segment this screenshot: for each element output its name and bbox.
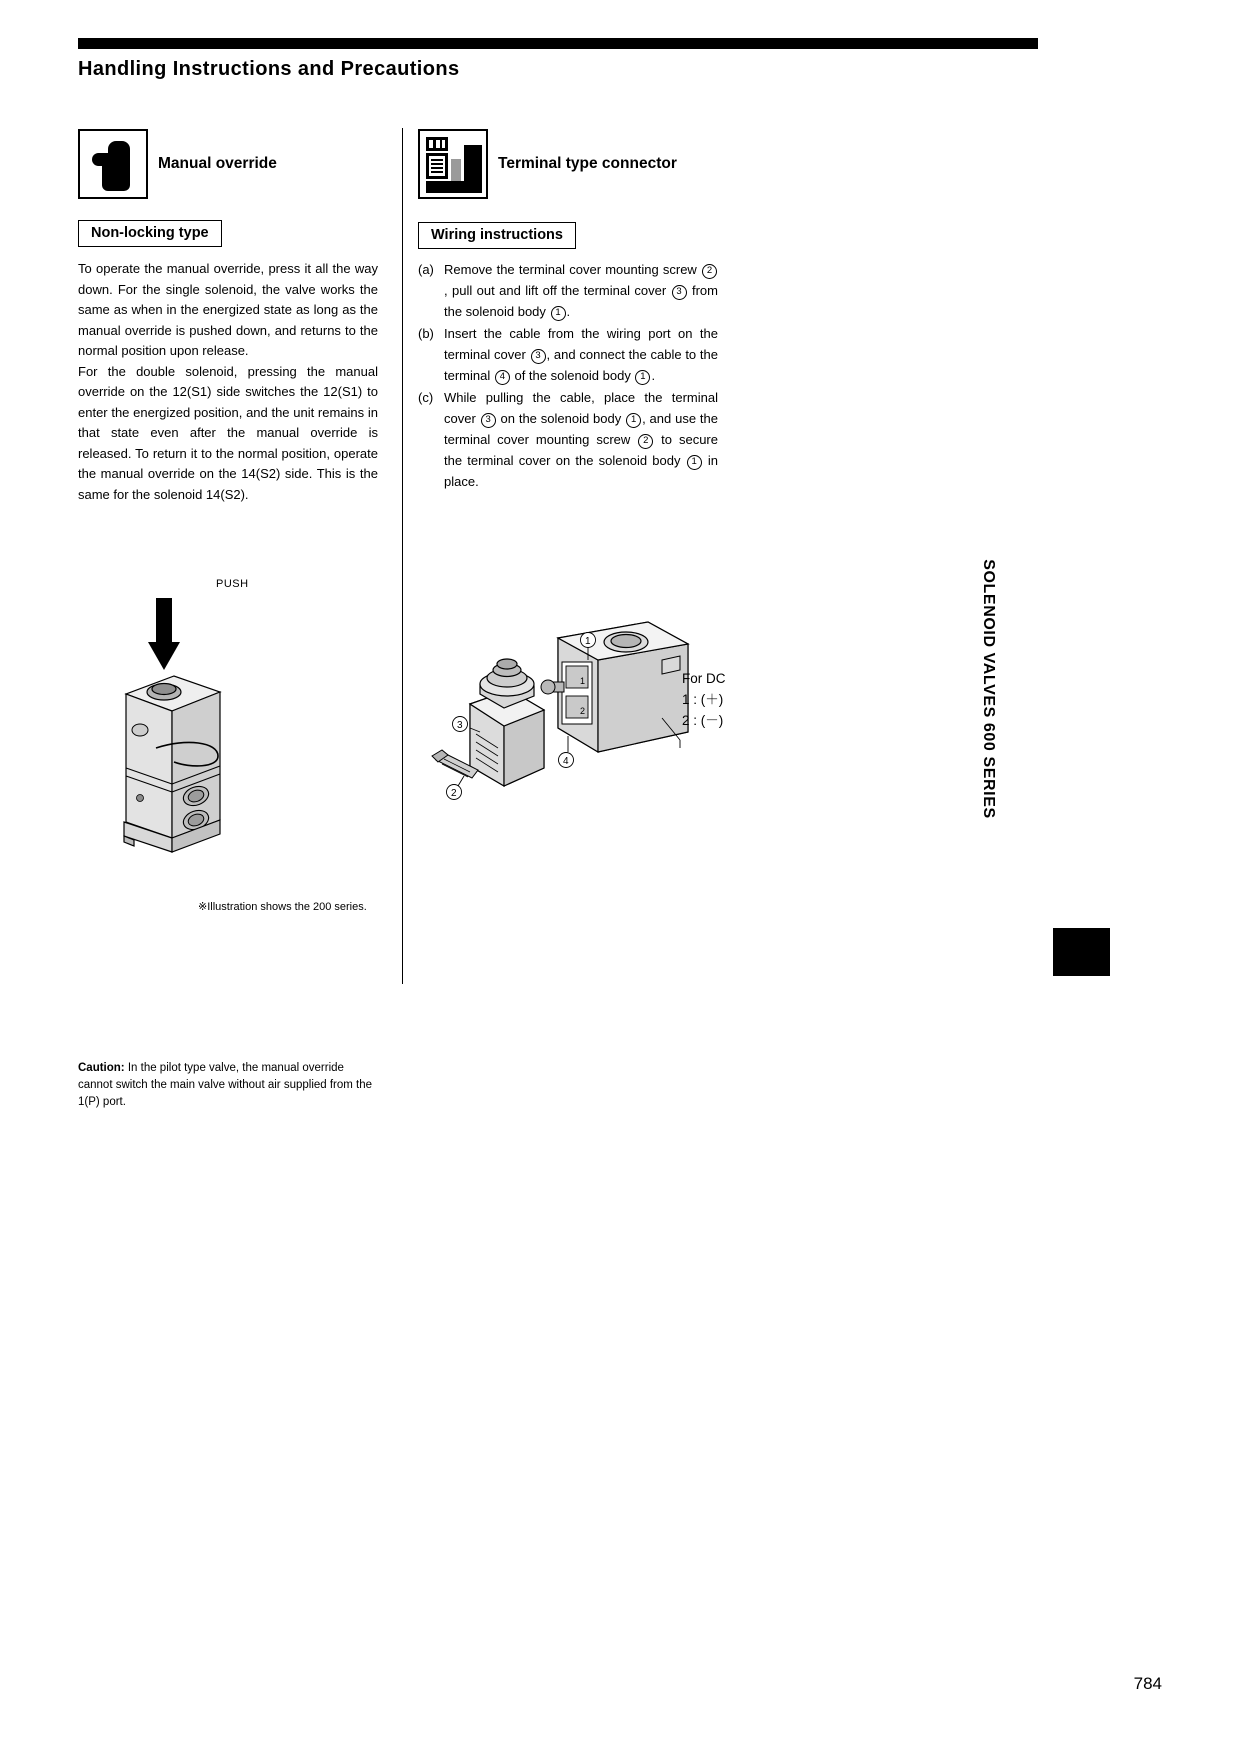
wiring-steps: [418, 259, 718, 492]
valve-illustration: [78, 570, 378, 970]
caution-note: [78, 1060, 378, 1111]
step-text: Remove the terminal cover mounting screw 2, pull out and lift off the terminal cover 3 from the solenoid body 1 .: [444, 262, 718, 319]
non-locking-type-badge: Non-locking type: [78, 220, 222, 247]
manual-override-text: [78, 259, 378, 505]
side-tab-marker: [1053, 928, 1110, 976]
caution-text: In the pilot type valve, the manual override cannot switch the main valve without air supplied from the 1(P) port.: [78, 1062, 373, 1108]
svg-text:2: 2: [580, 706, 586, 716]
callout-1: 1: [626, 413, 641, 428]
step-marker: (b): [418, 326, 434, 341]
terminal-connector-icon: [418, 129, 488, 199]
dc-title: For DC: [682, 671, 726, 686]
callout-1: 1: [687, 455, 702, 470]
step-text: Insert the cable from the wiring port on the terminal cover 3 , and connect the cable to the terminal 4 of the solenoid body 1 .: [444, 326, 718, 383]
dc-line-1: 1 : (＋): [682, 692, 724, 707]
valve-drawing: [78, 570, 378, 900]
page-number: 784: [1133, 1674, 1162, 1693]
manual-override-paragraph-1: To operate the manual override, press it all the way down. For the single solenoid, the valve works the same as when in the energized state as long as the manual override is pushed down, and returns to the normal position upon release.: [78, 261, 378, 358]
callout-3: 3: [531, 349, 546, 364]
wiring-step: [418, 323, 718, 386]
left-column: [78, 128, 378, 505]
manual-override-paragraph-2: For the double solenoid, pressing the manual override on the 12(S1) side switches the 12(S1) to enter the energized position, and the unit remains in that state even after the manual override is released. To return it to the normal position, operate the manual override on the 14(S2) side. This is the same for the solenoid 14(S2).: [78, 363, 378, 502]
right-column: [418, 128, 718, 493]
wiring-instructions-badge: Wiring instructions: [418, 222, 576, 249]
illustration-note: ※Illustration shows the 200 series.: [198, 901, 367, 913]
terminal-connector-label: Terminal type connector: [498, 155, 677, 172]
callout-1: 1: [551, 306, 566, 321]
step-marker: (c): [418, 390, 434, 405]
manual-override-label: Manual override: [158, 155, 277, 172]
step-marker: (a): [418, 262, 434, 277]
svg-text:1: 1: [580, 676, 586, 686]
svg-text:1: 1: [585, 636, 591, 647]
callout-4: 4: [495, 370, 510, 385]
callout-1: 1: [635, 370, 650, 385]
svg-text:2: 2: [451, 788, 457, 799]
series-side-tab: SOLENOID VALVES 600 SERIES: [980, 559, 997, 819]
column-divider: [402, 128, 403, 984]
callout-2: 2: [638, 434, 653, 449]
header-rule: [78, 38, 1038, 49]
callout-3: 3: [481, 413, 496, 428]
step-text: While pulling the cable, place the terminal cover 3 on the solenoid body 1 , and use the terminal cover mounting screw 2 to secure the terminal cover on the solenoid body 1 in place.: [444, 390, 718, 489]
wiring-step: [418, 259, 718, 322]
manual-override-heading: [78, 128, 378, 200]
svg-text:3: 3: [457, 720, 463, 731]
caution-label: Caution:: [78, 1062, 125, 1074]
page-title: Handling Instructions and Precautions: [78, 58, 460, 80]
wiring-step: [418, 387, 718, 492]
callout-2: 2: [702, 264, 717, 279]
dc-line-2: 2 : (－): [682, 713, 724, 728]
dc-polarity-note: [682, 668, 726, 731]
callout-3: 3: [672, 285, 687, 300]
svg-text:4: 4: [563, 756, 569, 767]
push-label: PUSH: [216, 578, 249, 590]
hand-pointing-icon: [78, 129, 148, 199]
terminal-connector-heading: [418, 128, 718, 200]
